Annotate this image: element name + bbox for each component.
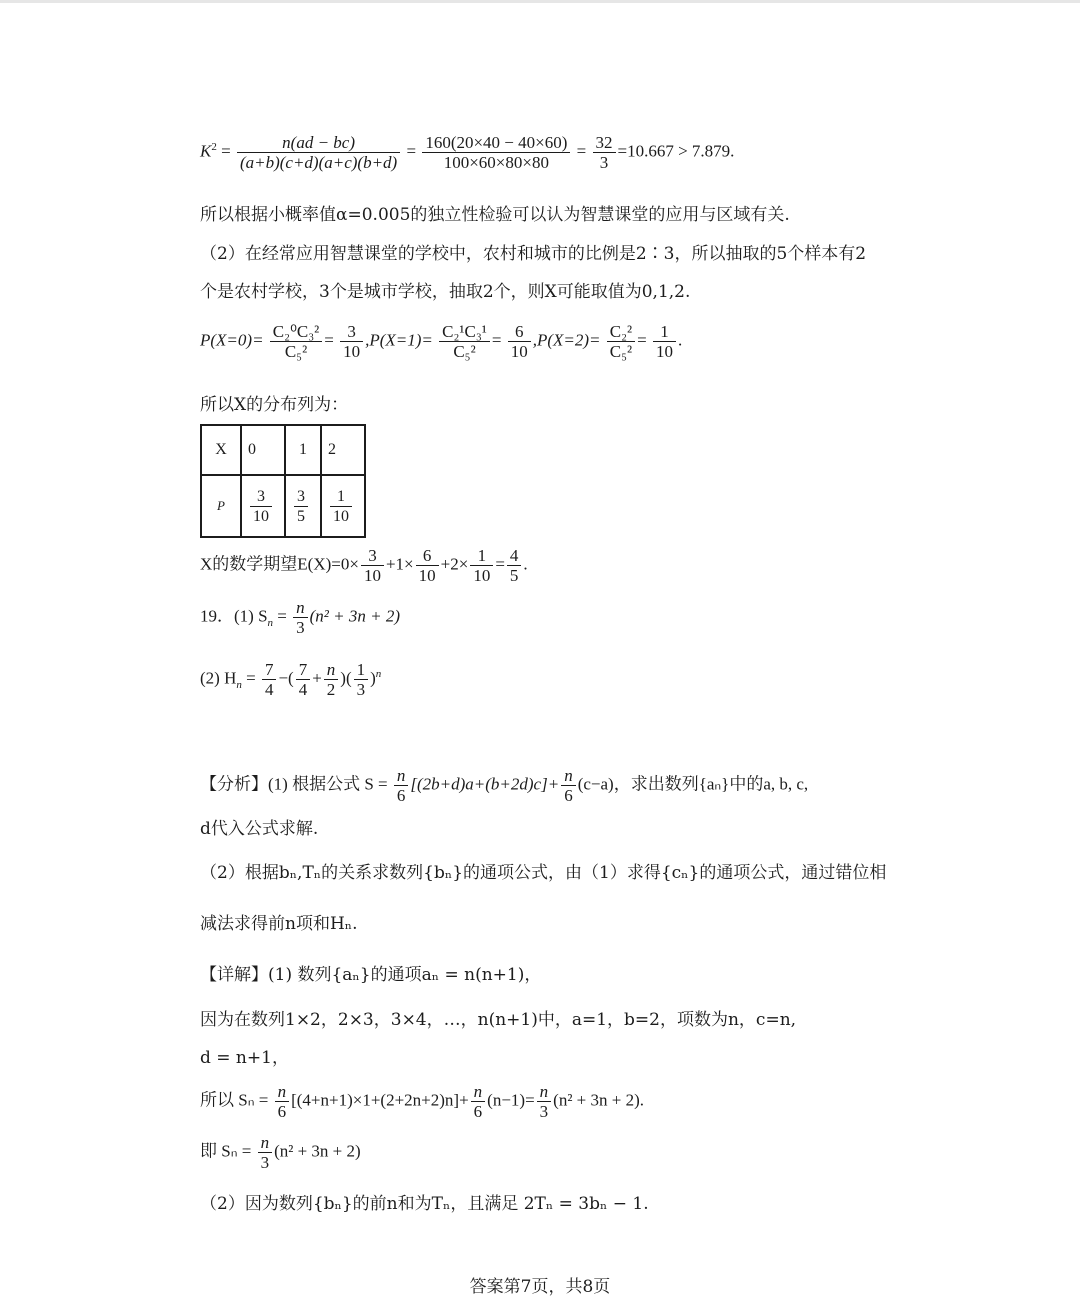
k2-formula: $K^2$ = $\frac{n(ad - bc)}{(a+b)(c+d)(a+c)(b+d)}$ = $\frac{160(20\times 40 - 40\times 60)}{100\times 60\times 80\times 80}$ = $\frac{32}{3}$ =10.667 > 7.879.: [200, 133, 735, 172]
conclusion-line: 所以根据小概率值α=0.005的独立性检验可以认为智慧课堂的应用与区域有关.: [200, 205, 790, 225]
table-row-p: [201, 475, 365, 537]
analysis-line-1b: d代入公式求解.: [200, 819, 319, 839]
table-cell-0: 0: [241, 425, 285, 475]
k2-fraction-general: $\frac{n(ad - bc)}{(a+b)(c+d)(a+c)(b+d)}$: [237, 133, 400, 172]
detail-line-4: 所以 Sₙ = $\frac{n}{6}$ [(4+n+1)×1+(2+2n+2)n]+ $\frac{n}{6}$ (n−1)= $\frac{n}{3}$ (n² + 3n + 2).: [200, 1082, 645, 1121]
q19-part2: (2) $H_n$ = $\frac{7}{4}$ −( $\frac{7}{4}$ + $\frac{n}{2}$ )( $\frac{1}{3}$ )$^n$: [200, 660, 382, 699]
detail-line-3: d = n+1，: [200, 1048, 289, 1068]
q2-line-a: （2）在经常应用智慧课堂的学校中，农村和城市的比例是2∶3，所以抽取的5个样本有2: [200, 244, 867, 264]
p1-fraction: $\frac{\text{C₂¹C₃¹}}{\text{C₅²}}$: [439, 322, 490, 361]
table-row-x: [201, 425, 365, 475]
probability-line: P(X=0)= $\frac{\text{C₂⁰C₃²}}{\text{C₅²}}$ = $\frac{3}{10}$ ,P(X=1)= $\frac{\text{C₂¹C₃¹}}{\text{C₅²}}$ = $\frac{6}{10}$ ,P(X=2)= $\frac{\text{C₂²}}{\text{C₅²}}$ = $\frac{1}{10}$ .: [200, 322, 683, 361]
expectation-line: X的数学期望E(X)=0× $\frac{3}{10}$ +1× $\frac{6}{10}$ +2× $\frac{1}{10}$ = $\frac{4}{5}$ .: [200, 546, 528, 585]
p2-result: $\frac{1}{10}$: [653, 322, 676, 361]
table-cell-2: 2: [321, 425, 365, 475]
page-footer: 答案第7页，共8页: [469, 1277, 611, 1297]
distribution-intro: 所以X的分布列为：: [200, 395, 349, 415]
top-border: [0, 0, 1080, 3]
analysis-line-1: 【分析】(1) 根据公式 S = $\frac{n}{6}$ [(2b+d)a+(b+2d)c]+ $\frac{n}{6}$ (c−a)，求出数列{aₙ}中的a, b, c,: [200, 766, 809, 805]
analysis-line-3: 减法求得前n项和Hₙ.: [200, 914, 358, 934]
table-header-x: X: [201, 425, 241, 475]
table-prob-0: $\frac{3}{10}$: [241, 475, 285, 537]
table-cell-1: 1: [285, 425, 321, 475]
p2-fraction: $\frac{\text{C₂²}}{\text{C₅²}}$: [607, 322, 635, 361]
p0-fraction: $\frac{\text{C₂⁰C₃²}}{\text{C₅²}}$: [270, 322, 322, 361]
table-header-p: P: [201, 475, 241, 537]
q19-part1: 19．(1) $S_n$ = $\frac{n}{3}$ (n² + 3n + 2): [200, 598, 400, 637]
k2-exponent: 2: [211, 140, 217, 153]
p0-result: $\frac{3}{10}$: [340, 322, 363, 361]
table-prob-1: $\frac{3}{5}$: [285, 475, 321, 537]
detail-line-5: 即 Sₙ = $\frac{n}{3}$ (n² + 3n + 2): [200, 1133, 361, 1172]
k2-symbol: K: [200, 141, 212, 161]
distribution-table: [200, 424, 366, 538]
detail-line-6: （2）因为数列{bₙ}的前n和为Tₙ，且满足 2Tₙ = 3bₙ − 1.: [200, 1194, 649, 1214]
k2-fraction-result: $\frac{32}{3}$: [593, 133, 616, 172]
analysis-line-2: （2）根据bₙ,Tₙ的关系求数列{bₙ}的通项公式，由（1）求得{cₙ}的通项公式，通过错位相: [200, 863, 887, 883]
q2-line-b: 个是农村学校，3个是城市学校，抽取2个，则X可能取值为0,1,2.: [200, 282, 691, 302]
detail-line-1: 【详解】(1) 数列{aₙ}的通项aₙ = n(n+1)，: [200, 965, 542, 985]
detail-line-2: 因为在数列1×2，2×3，3×4，…，n(n+1)中，a=1，b=2，项数为n，c=n,: [200, 1010, 797, 1030]
k2-fraction-numeric: $\frac{160(20\times 40 - 40\times 60)}{100\times 60\times 80\times 80}$: [422, 133, 570, 172]
table-prob-2: $\frac{1}{10}$: [321, 475, 365, 537]
p1-result: $\frac{6}{10}$: [508, 322, 531, 361]
k2-tail: =10.667 > 7.879.: [617, 141, 735, 161]
